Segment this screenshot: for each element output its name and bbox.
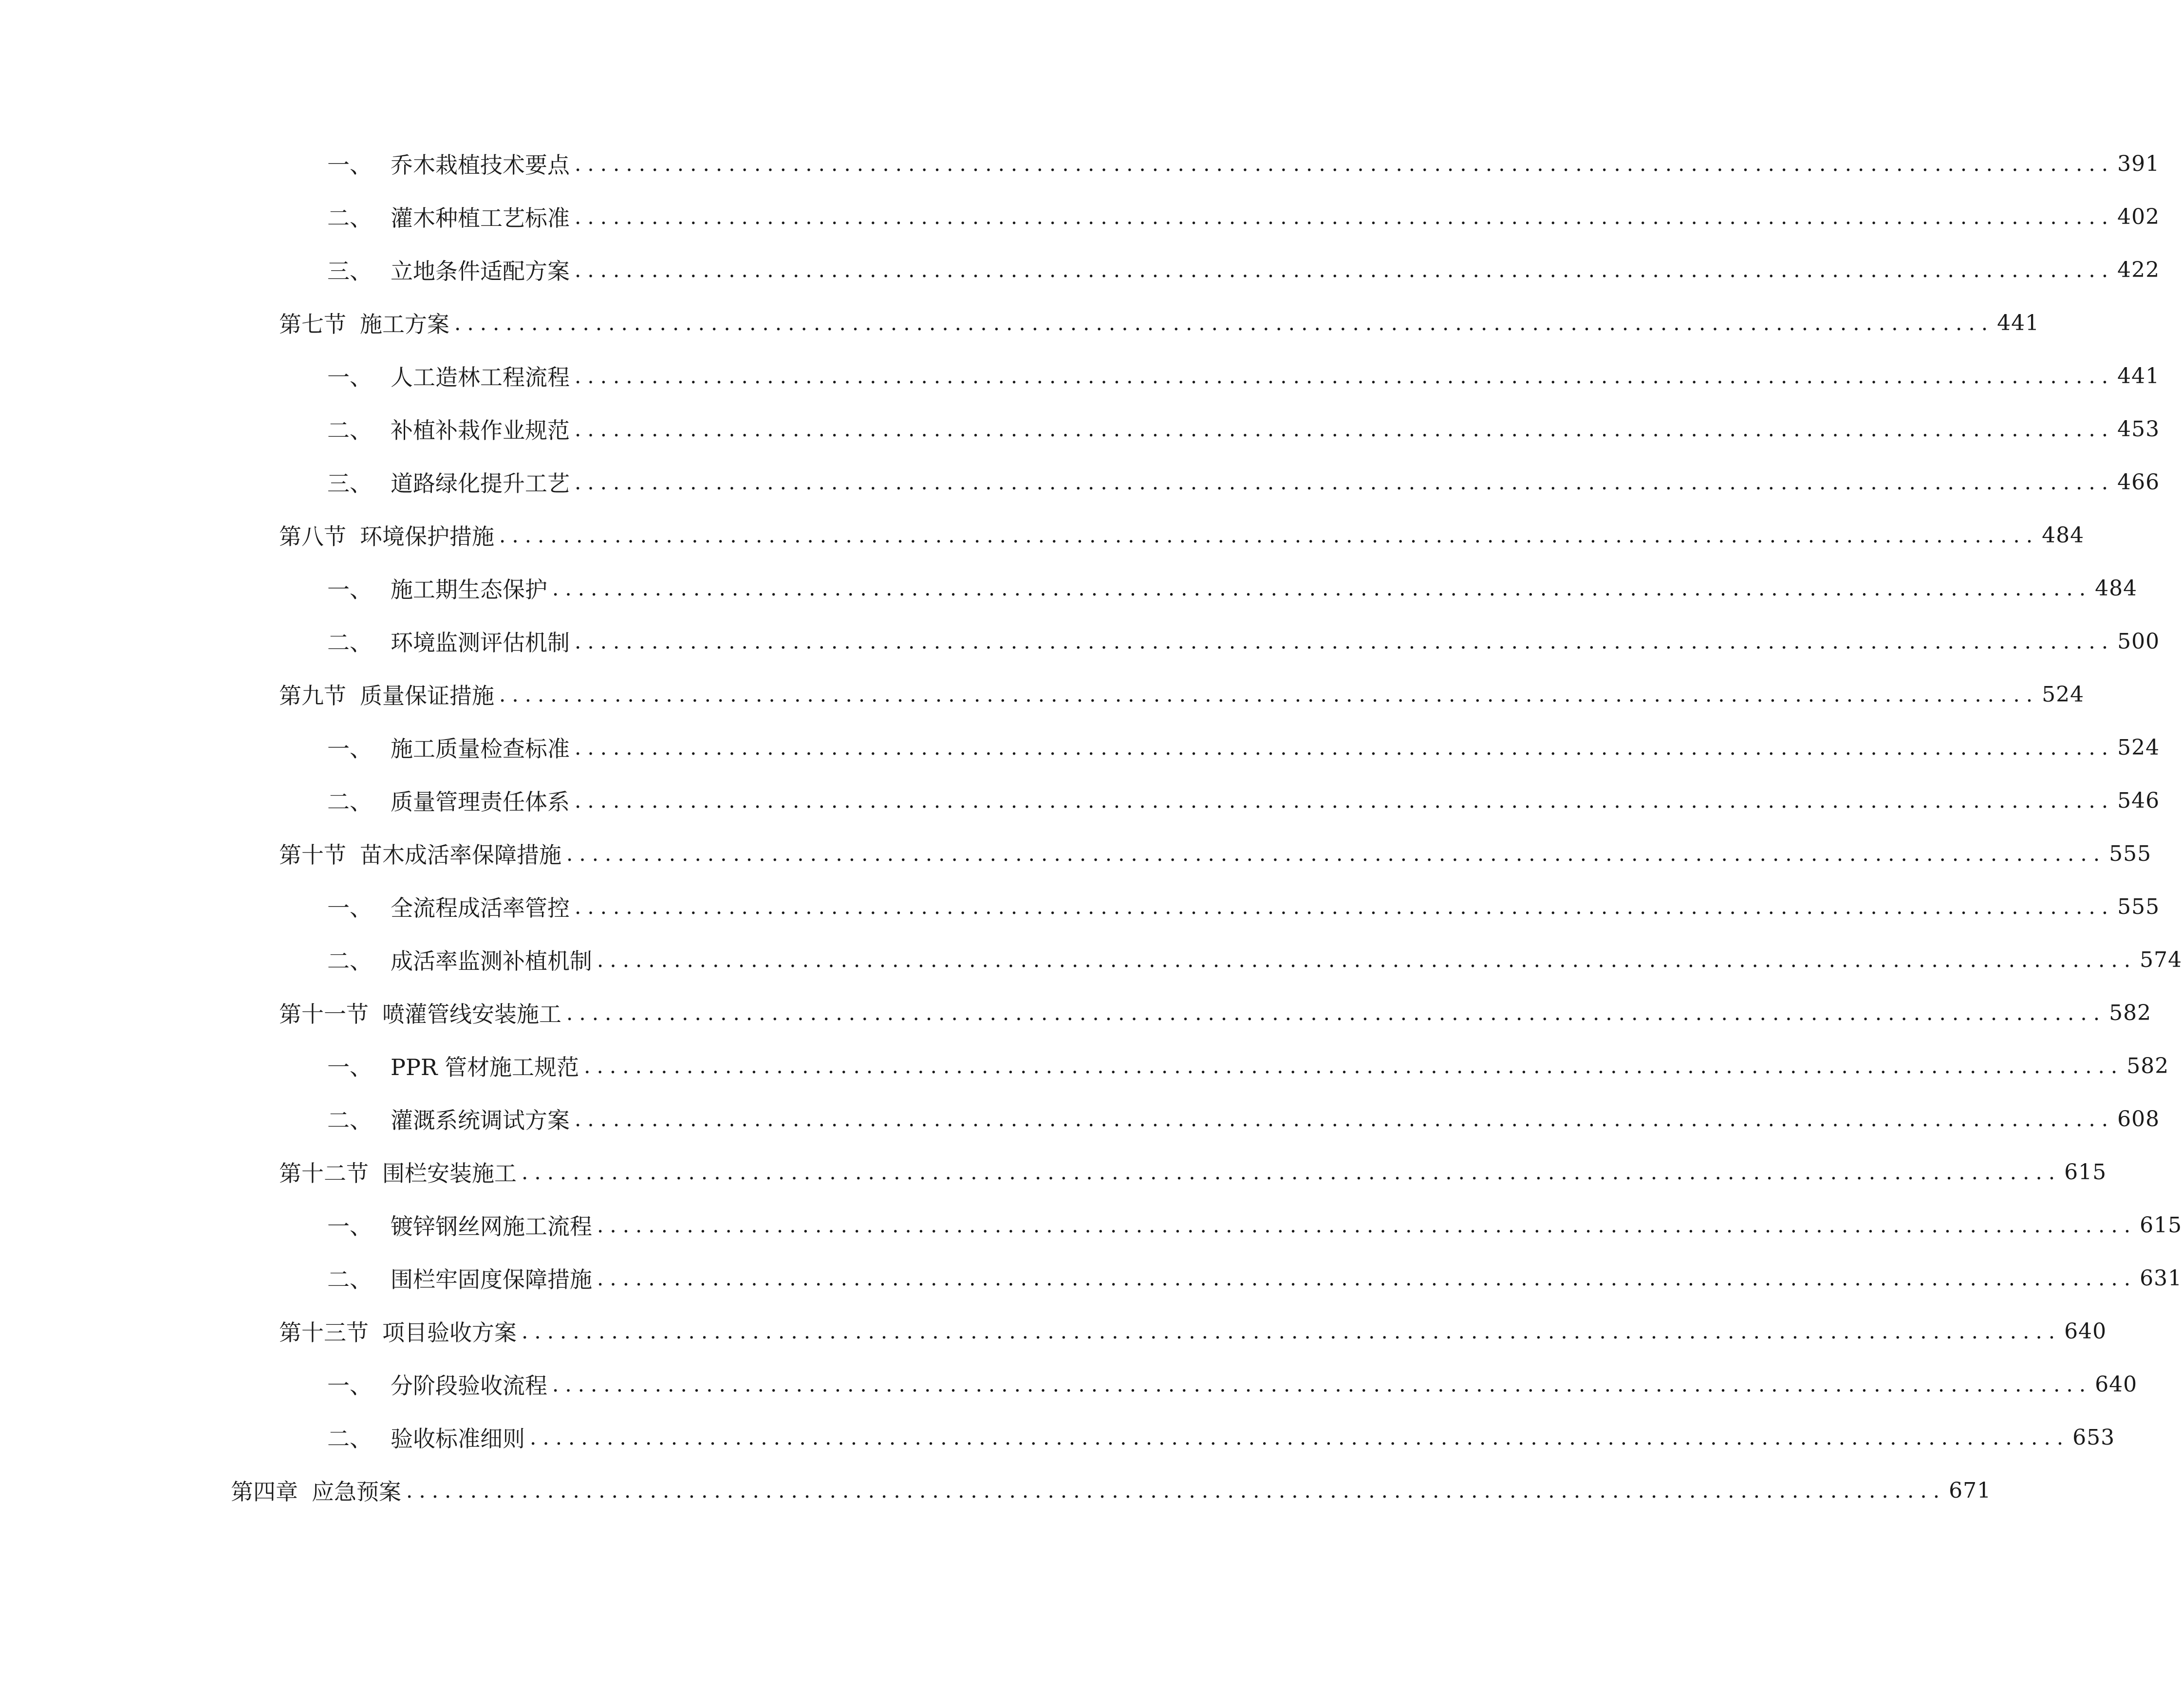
toc-entry-number: 一、 [327,736,372,762]
toc-entry-number: 三、 [327,470,372,497]
toc-entry-title: 道路绿化提升工艺 [391,470,570,497]
toc-entry[interactable] [0,1256,2182,1300]
toc-entry-title: 施工方案 [360,311,449,337]
toc-entry-number: 一、 [327,152,372,178]
toc-entry-number: 一、 [327,1373,372,1399]
toc-entry-number: 二、 [327,417,372,444]
toc-leader-dots: ........................................................................................................................ [575,629,2115,653]
toc-entry-page: 441 [1997,310,2040,335]
toc-entry-number: 二、 [327,630,372,656]
toc-entry[interactable] [0,672,2085,716]
toc-entry-title: 成活率监测补植机制 [391,948,592,974]
toc-leader-dots: ........................................................................................................................ [575,735,2115,760]
toc-entry[interactable] [0,991,2152,1035]
toc-entry-number: 第十节 [279,842,346,868]
toc-entry[interactable] [0,832,2152,875]
toc-entry-title: 应急预案 [312,1479,401,1505]
toc-entry-page: 608 [2117,1106,2160,1132]
toc-entry-page: 615 [2064,1159,2107,1185]
toc-leader-dots: ........................................................................................................................ [597,947,2137,972]
toc-entry[interactable] [0,1468,1992,1512]
toc-entry[interactable] [0,354,2160,398]
toc-entry[interactable] [0,1309,2107,1353]
toc-entry[interactable] [0,885,2160,928]
toc-entry-page: 391 [2117,151,2160,176]
toc-entry-title: 灌木种植工艺标准 [391,205,570,231]
toc-entry-title: 施工质量检查标准 [391,736,570,762]
toc-entry-number: 二、 [327,948,372,974]
toc-entry-title: 立地条件适配方案 [391,258,570,284]
toc-leader-dots: ........................................................................................................................ [575,417,2115,441]
toc-entry-page: 640 [2095,1372,2138,1397]
toc-entry-page: 671 [1949,1478,1992,1503]
toc-entry-page: 555 [2117,894,2160,919]
toc-entry-title: 施工期生态保护 [391,576,547,603]
toc-entry[interactable] [0,725,2160,769]
toc-entry-title: 验收标准细则 [391,1426,525,1452]
toc-entry-number: 第十二节 [279,1160,369,1187]
toc-leader-dots: ........................................................................................................................ [499,682,2039,706]
toc-entry-number: 第四章 [231,1479,298,1505]
toc-entry-number: 第十一节 [279,1001,369,1027]
toc-entry-title: 质量保证措施 [360,683,494,709]
toc-entry-number: 二、 [327,1107,372,1133]
toc-entry[interactable] [0,460,2160,504]
toc-entry-page: 524 [2117,735,2160,760]
toc-leader-dots: ........................................................................................................................ [575,788,2115,813]
toc-entry-title: 苗木成活率保障措施 [360,842,561,868]
toc-entry-title: 围栏牢固度保障措施 [391,1266,592,1293]
toc-entry-title: 围栏安装施工 [382,1160,517,1187]
toc-leader-dots: ........................................................................................................................ [575,894,2115,919]
toc-leader-dots: ........................................................................................................................ [566,1001,2107,1025]
toc-entry-page: 640 [2064,1318,2107,1344]
toc-entry[interactable] [0,1203,2182,1247]
toc-leader-dots: ........................................................................................................................ [584,1054,2124,1078]
toc-entry-page: 524 [2042,682,2085,707]
toc-entry-title: 环境保护措施 [360,523,494,550]
toc-entry-page: 546 [2117,788,2160,813]
toc-entry[interactable] [0,248,2160,292]
toc-entry-number: 第十三节 [279,1319,369,1346]
toc-leader-dots: ........................................................................................................................ [530,1425,2070,1449]
toc-leader-dots: ........................................................................................................................ [552,576,2092,600]
toc-leader-dots: ........................................................................................................................ [522,1319,2062,1343]
toc-leader-dots: ........................................................................................................................ [575,470,2115,494]
toc-entry-number: 三、 [327,258,372,284]
toc-entry-number: 二、 [327,789,372,815]
toc-entry[interactable] [0,195,2160,239]
toc-entry[interactable] [0,1415,2115,1459]
toc-entry-title: 项目验收方案 [382,1319,517,1346]
toc-entry-number: 一、 [327,895,372,921]
toc-entry-number: 一、 [327,364,372,390]
toc-entry-title: 灌溉系统调试方案 [391,1107,570,1133]
toc-leader-dots: ........................................................................................................................ [597,1266,2137,1290]
toc-entry-title: 人工造林工程流程 [391,364,570,390]
toc-entry-page: 615 [2140,1212,2182,1238]
toc-entry-page: 466 [2117,469,2160,495]
toc-entry[interactable] [0,566,2138,610]
toc-entry-title: 分阶段验收流程 [391,1373,547,1399]
toc-entry[interactable] [0,513,2085,557]
toc-leader-dots: ........................................................................................................................ [575,1107,2115,1131]
toc-entry-number: 第七节 [279,311,346,337]
toc-entry-page: 484 [2042,522,2085,548]
toc-entry-page: 631 [2140,1265,2182,1291]
toc-entry-page: 500 [2117,629,2160,654]
toc-entry[interactable] [0,938,2182,982]
toc-entry-number: 第九节 [279,683,346,709]
toc-entry[interactable] [0,1097,2160,1141]
toc-entry-page: 422 [2117,257,2160,282]
toc-entry-page: 574 [2140,947,2182,972]
toc-entry[interactable] [0,407,2160,451]
toc-entry-number: 二、 [327,1426,372,1452]
toc-leader-dots: ........................................................................................................................ [575,151,2115,176]
toc-entry-number: 一、 [327,1213,372,1240]
toc-entry-title: 补植补栽作业规范 [391,417,570,444]
toc-entry[interactable] [0,619,2160,663]
toc-leader-dots: ........................................................................................................................ [406,1478,1946,1503]
toc-leader-dots: ........................................................................................................................ [566,841,2107,866]
toc-entry-number: 二、 [327,1266,372,1293]
toc-entry[interactable] [0,1044,2169,1088]
toc-entry-title: 镀锌钢丝网施工流程 [391,1213,592,1240]
toc-entry-title: 喷灌管线安装施工 [382,1001,561,1027]
toc-entry-page: 441 [2117,363,2160,389]
toc-entry-title: PPR 管材施工规范 [391,1054,579,1080]
toc-leader-dots: ........................................................................................................................ [575,364,2115,388]
toc-entry-number: 一、 [327,576,372,603]
toc-entry-title: 质量管理责任体系 [391,789,570,815]
toc-entry-number: 二、 [327,205,372,231]
toc-leader-dots: ........................................................................................................................ [575,204,2115,229]
toc-entry-title: 环境监测评估机制 [391,630,570,656]
toc-entry[interactable] [0,1362,2138,1406]
toc-leader-dots: ........................................................................................................................ [499,523,2039,547]
toc-entry-title: 乔木栽植技术要点 [391,152,570,178]
toc-entry-page: 653 [2072,1425,2115,1450]
toc-entry-page: 402 [2117,204,2160,229]
toc-entry-page: 555 [2109,841,2152,866]
toc-entry[interactable] [0,1150,2107,1194]
toc-leader-dots: ........................................................................................................................ [552,1372,2092,1396]
toc-leader-dots: ........................................................................................................................ [597,1213,2137,1237]
toc-entry[interactable] [0,142,2160,186]
toc-leader-dots: ........................................................................................................................ [522,1160,2062,1184]
toc-entry-page: 582 [2126,1053,2169,1078]
toc-entry-title: 全流程成活率管控 [391,895,570,921]
toc-entry[interactable] [0,301,2040,345]
toc-entry-page: 453 [2117,416,2160,442]
toc-entry-page: 484 [2095,576,2138,601]
toc-entry-page: 582 [2109,1000,2152,1025]
toc-entry-number: 一、 [327,1054,372,1080]
toc-leader-dots: ........................................................................................................................ [575,258,2115,282]
toc-entry[interactable] [0,779,2160,822]
toc-entry-number: 第八节 [279,523,346,550]
toc-leader-dots: ........................................................................................................................ [454,311,1995,335]
